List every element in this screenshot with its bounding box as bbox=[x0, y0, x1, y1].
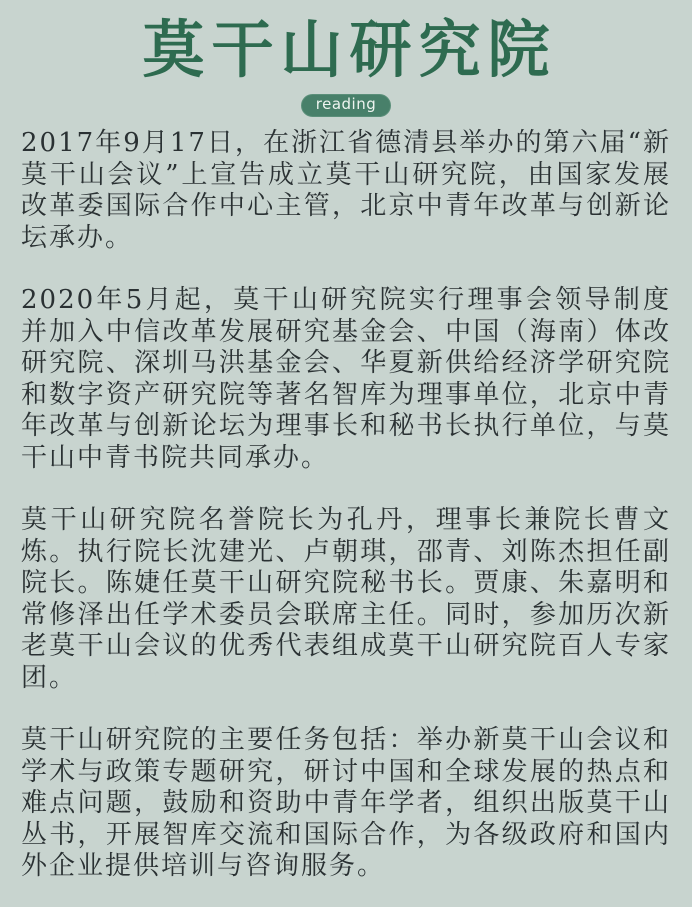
reading-badge: reading bbox=[301, 94, 391, 117]
paragraph-mission: 莫干山研究院的主要任务包括：举办新莫干山会议和学术与政策专题研究，研讨中国和全球发展的热点和难点问题，鼓励和资助中青年学者，组织出版莫干山丛书，开展智库交流和国际合作，为各级政府和国内外企业提供培训与咨询服务。 bbox=[21, 725, 671, 881]
page-title: 莫干山研究院 bbox=[142, 13, 557, 86]
article-body bbox=[21, 128, 671, 883]
paragraph-founding: 2017年9月17日，在浙江省德清县举办的第六届“新莫干山会议”上宣告成立莫干山研究院，由国家发展改革委国际合作中心主管，北京中青年改革与创新论坛承办。 bbox=[21, 128, 671, 253]
paragraph-leadership: 莫干山研究院名誉院长为孔丹，理事长兼院长曹文炼。执行院长沈建光、卢朝琪，邵青、刘陈杰担任副院长。陈婕任莫干山研究院秘书长。贾康、朱嘉明和常修泽出任学术委员会联席主任。同时，参加历次新老莫干山会议的优秀代表组成莫干山研究院百人专家团。 bbox=[21, 505, 671, 693]
paragraph-governance: 2020年5月起，莫干山研究院实行理事会领导制度并加入中信改革发展研究基金会、中国（海南）体改研究院、深圳马洪基金会、华夏新供给经济学研究院和数字资产研究院等著名智库为理事单位，北京中青年改革与创新论坛为理事长和秘书长执行单位，与莫干山中青书院共同承办。 bbox=[21, 285, 671, 473]
page-header bbox=[21, 8, 671, 117]
